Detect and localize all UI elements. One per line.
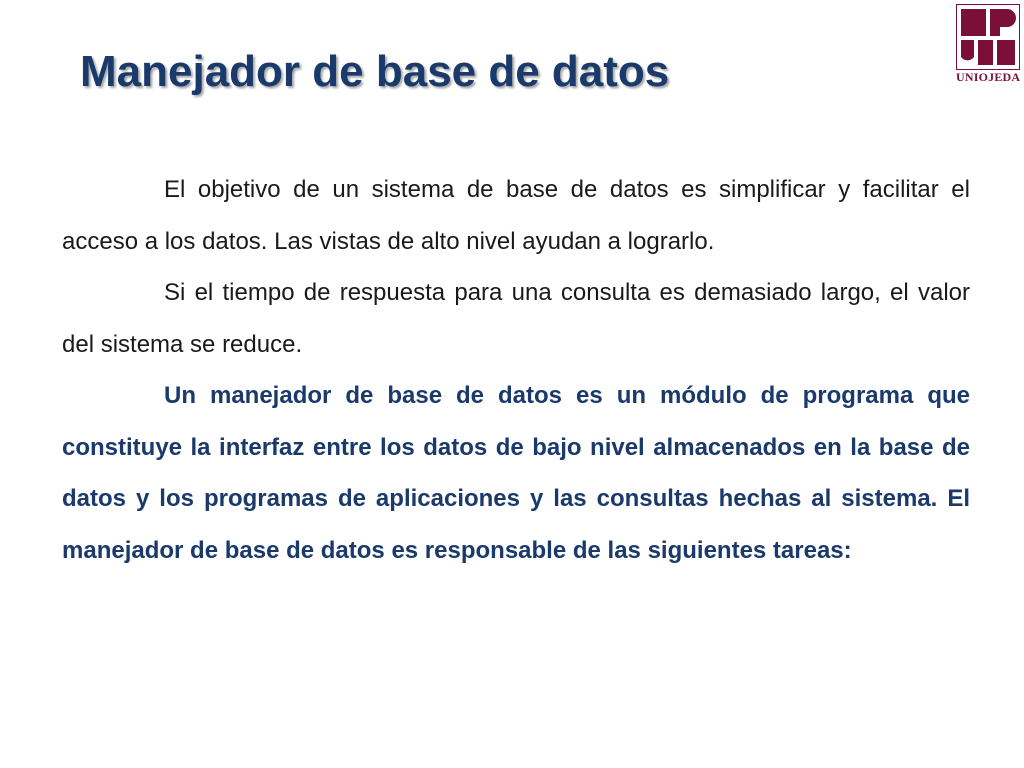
uniojeda-logo bbox=[956, 4, 1020, 88]
logo-text: UNIOJEDA bbox=[956, 70, 1021, 84]
body-paragraph-emphasis: Un manejador de base de datos es un módulo de programa que constituye la interfaz entre los datos de bajo nivel almacenados en la base de datos y los programas de aplicaciones y las consultas hechas al sistema. El manejador de base de datos es responsable de las siguientes tareas: bbox=[62, 382, 970, 564]
body-paragraph-2: Si el tiempo de respuesta para una consulta es demasiado largo, el valor del sistema se reduce. bbox=[62, 279, 970, 358]
slide-title: Manejador de base de datos bbox=[80, 47, 670, 96]
uniojeda-logo-icon bbox=[956, 4, 1020, 70]
body-paragraph-1: El objetivo de un sistema de base de datos es simplificar y facilitar el acceso a los datos. Las vistas de alto nivel ayudan a lograrlo. bbox=[62, 176, 970, 255]
slide-body bbox=[62, 164, 970, 576]
